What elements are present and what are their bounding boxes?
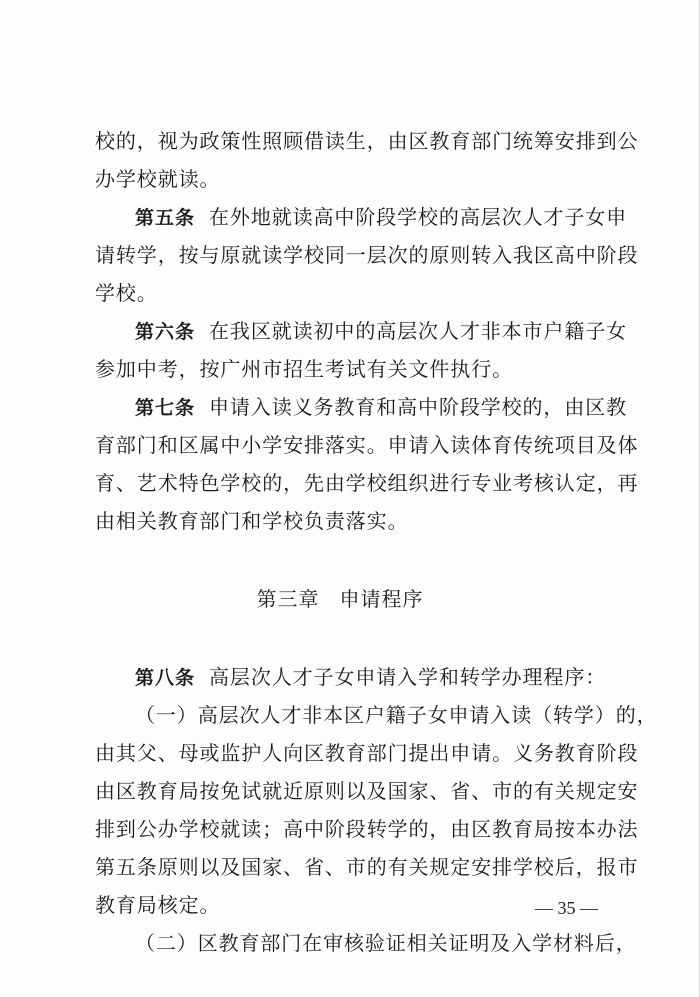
article-text: 申请入读义务教育和高中阶段学校的，由区教 [209,395,628,419]
text-line: 请转学，按与原就读学校同一层次的原则转入我区高中阶段 [95,243,639,267]
article-number: 第五条 [135,207,196,229]
document-body [95,122,658,962]
text-line: 教育局核定。 [95,893,221,917]
article-text: 在我区就读初中的高层次人才非本市户籍子女 [209,319,628,343]
article-7 [95,388,635,426]
article-text: 高层次人才子女申请入学和转学办理程序： [209,665,607,689]
text-line: 第五条原则以及国家、省、市的有关规定安排学校后，报市 [95,855,639,879]
text-line: 办学校就读。 [95,167,221,191]
article-6 [95,312,635,350]
chapter-number: 第三章 [256,587,320,611]
article-number: 第八条 [135,667,196,689]
text-line: （一）高层次人才非本区户籍子女申请入读（转学）的， [135,703,658,727]
text-line: 校的，视为政策性照顾借读生，由区教育部门统筹安排到公 [95,129,639,153]
text-line: 育部门和区属中小学安排落实。申请入读体育传统项目及体 [95,433,639,457]
article-text: 在外地就读高中阶段学校的高层次人才子女申 [209,205,628,229]
text-line: 学校。 [95,281,158,305]
text-line: 参加中考，按广州市招生考试有关文件执行。 [95,357,513,381]
text-line: 由区教育局按免试就近原则以及国家、省、市的有关规定安 [95,779,639,803]
article-number: 第六条 [135,321,196,343]
text-line: （二）区教育部门在审核验证相关证明及入学材料后， [135,931,637,955]
text-line: 排到公办学校就读；高中阶段转学的，由区教育局按本办法 [95,817,639,841]
text-line: 由其父、母或监护人向区教育部门提出申请。义务教育阶段 [95,741,639,765]
page-number: — 35 — [535,898,598,918]
chapter-heading [95,580,635,618]
article-5 [95,198,635,236]
article-number: 第七条 [135,397,196,419]
text-line: 育、艺术特色学校的，先由学校组织进行专业考核认定，再 [95,471,639,495]
article-8 [95,658,635,696]
chapter-title: 申请程序 [339,587,424,611]
text-line: 由相关教育部门和学校负责落实。 [95,509,409,533]
